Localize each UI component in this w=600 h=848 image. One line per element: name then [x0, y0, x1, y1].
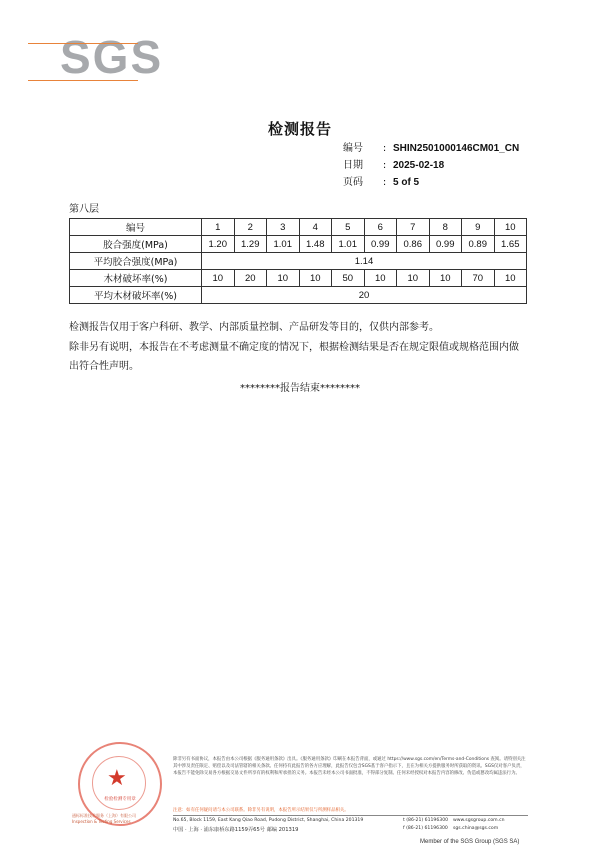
table-row	[70, 253, 527, 270]
table-cell: 2	[234, 219, 267, 236]
table-cell: 1.65	[494, 236, 527, 253]
meta-label: 日期	[343, 160, 363, 171]
table-cell: 1.20	[202, 236, 235, 253]
table-cell: 4	[299, 219, 332, 236]
meta-label: 页码	[343, 177, 363, 188]
table-row	[70, 236, 527, 253]
avg-wood-failure-value: 20	[202, 287, 527, 304]
table-row	[70, 270, 527, 287]
report-meta	[343, 140, 519, 191]
meta-value: 5 of 5	[393, 177, 420, 188]
meta-page	[343, 174, 519, 191]
report-title: 检测报告	[267, 120, 332, 138]
results-table	[69, 218, 527, 304]
phone: t (86-21) 61196300	[403, 818, 449, 823]
website-link[interactable]: www.sgsgroup.com.cn	[453, 818, 505, 823]
footer-divider	[173, 815, 528, 816]
table-cell: 20	[234, 270, 267, 287]
table-cell: 10	[494, 270, 527, 287]
note-purpose: 检测报告仅用于客户科研、教学、内部质量控制、产品研发等目的，仅供内部参考。	[69, 322, 439, 333]
seal-text: 检验检测专用章	[104, 797, 136, 802]
row-label: 木材破坏率(%)	[70, 270, 202, 287]
meta-colon: :	[382, 143, 387, 154]
table-cell: 1.01	[332, 236, 365, 253]
table-cell: 10	[267, 270, 300, 287]
table-cell: 9	[462, 219, 495, 236]
sgs-logo: SGS	[60, 31, 164, 83]
layer-label: 第八层	[69, 204, 99, 215]
table-cell: 0.99	[364, 236, 397, 253]
table-cell: 10	[397, 270, 430, 287]
warning-text: 注意：如有任何疑问请与本公司联系。除非另有说明，本报告所示结果仅与所测样品相关。	[173, 808, 349, 813]
table-cell: 8	[429, 219, 462, 236]
terms-text: 除非另有书面协议，本报告由本公司根据《服务通用条款》出具。《服务通用条款》印刷在本报告背面，或通过 https://www.sgs.com/en/Terms-and-Conditions 查阅。请特别关注其中涉及责任限定、赔偿以及司法管辖的相关条款。任何持有此报告的各方应理解，此报告仅包含SGS基于客户指示下，且在为相关方提供服务时所获取的资讯。SGS仅对客户负责，本报告不能免除交易各方根据交易文件所享有的权利和所承担的义务。本报告未经本公司书面批准，不得部分复制。任何未经授权对本报告内容的修改、伪造或篡改均属违法行为。	[173, 757, 526, 776]
stamp-caption: 通标标准技术服务（上海）有限公司 Inspection & Testing Services	[72, 813, 136, 824]
table-cell: 50	[332, 270, 365, 287]
table-cell: 6	[364, 219, 397, 236]
fax: f (86-21) 61196300	[403, 826, 448, 831]
table-cell: 10	[202, 270, 235, 287]
table-cell: 5	[332, 219, 365, 236]
table-cell: 10	[494, 219, 527, 236]
table-cell: 1.29	[234, 236, 267, 253]
table-cell: 1.01	[267, 236, 300, 253]
row-label: 胶合强度(MPa)	[70, 236, 202, 253]
meta-value: SHIN2501000146CM01_CN	[393, 143, 520, 154]
table-cell: 70	[462, 270, 495, 287]
meta-colon: :	[382, 177, 387, 188]
meta-value: 2025-02-18	[393, 160, 445, 171]
table-cell: 0.86	[397, 236, 430, 253]
note-conformity: 除非另有说明，本报告在不考虑测量不确定度的情况下，根据检测结果是否在规定限值或规格范围内做	[69, 342, 519, 353]
logo-rule	[60, 80, 138, 81]
logo-rule	[28, 43, 60, 44]
star-icon: ★	[107, 766, 127, 791]
table-cell: 10	[364, 270, 397, 287]
logo-rule	[28, 80, 60, 81]
avg-bond-value: 1.14	[202, 253, 527, 270]
meta-label: 编号	[343, 143, 363, 154]
meta-colon: :	[382, 160, 387, 171]
address-cn: 中国 · 上海 · 浦东康桥东路1159弄65号 邮编 201319	[173, 827, 299, 833]
table-cell: 1	[202, 219, 235, 236]
table-cell: 7	[397, 219, 430, 236]
email-link[interactable]: sgs.china@sgs.com	[453, 826, 499, 831]
meta-report-number	[343, 140, 519, 157]
row-label: 编号	[70, 219, 202, 236]
table-cell: 0.89	[462, 236, 495, 253]
table-row	[70, 287, 527, 304]
table-row	[70, 219, 527, 236]
end-of-report: ********报告结束********	[240, 383, 360, 394]
meta-date	[343, 157, 519, 174]
table-cell: 3	[267, 219, 300, 236]
row-label: 平均胶合强度(MPa)	[70, 253, 202, 270]
address-en: No.65, Block 1159, East Kang Qiao Road, Pudong District, Shanghai, China 201319	[173, 818, 364, 823]
table-cell: 0.99	[429, 236, 462, 253]
member-line: Member of the SGS Group (SGS SA)	[420, 839, 520, 845]
note-conformity-cont: 出符合性声明。	[69, 361, 139, 372]
table-cell: 1.48	[299, 236, 332, 253]
table-cell: 10	[429, 270, 462, 287]
logo-rule	[60, 43, 138, 44]
row-label: 平均木材破坏率(%)	[70, 287, 202, 304]
table-cell: 10	[299, 270, 332, 287]
